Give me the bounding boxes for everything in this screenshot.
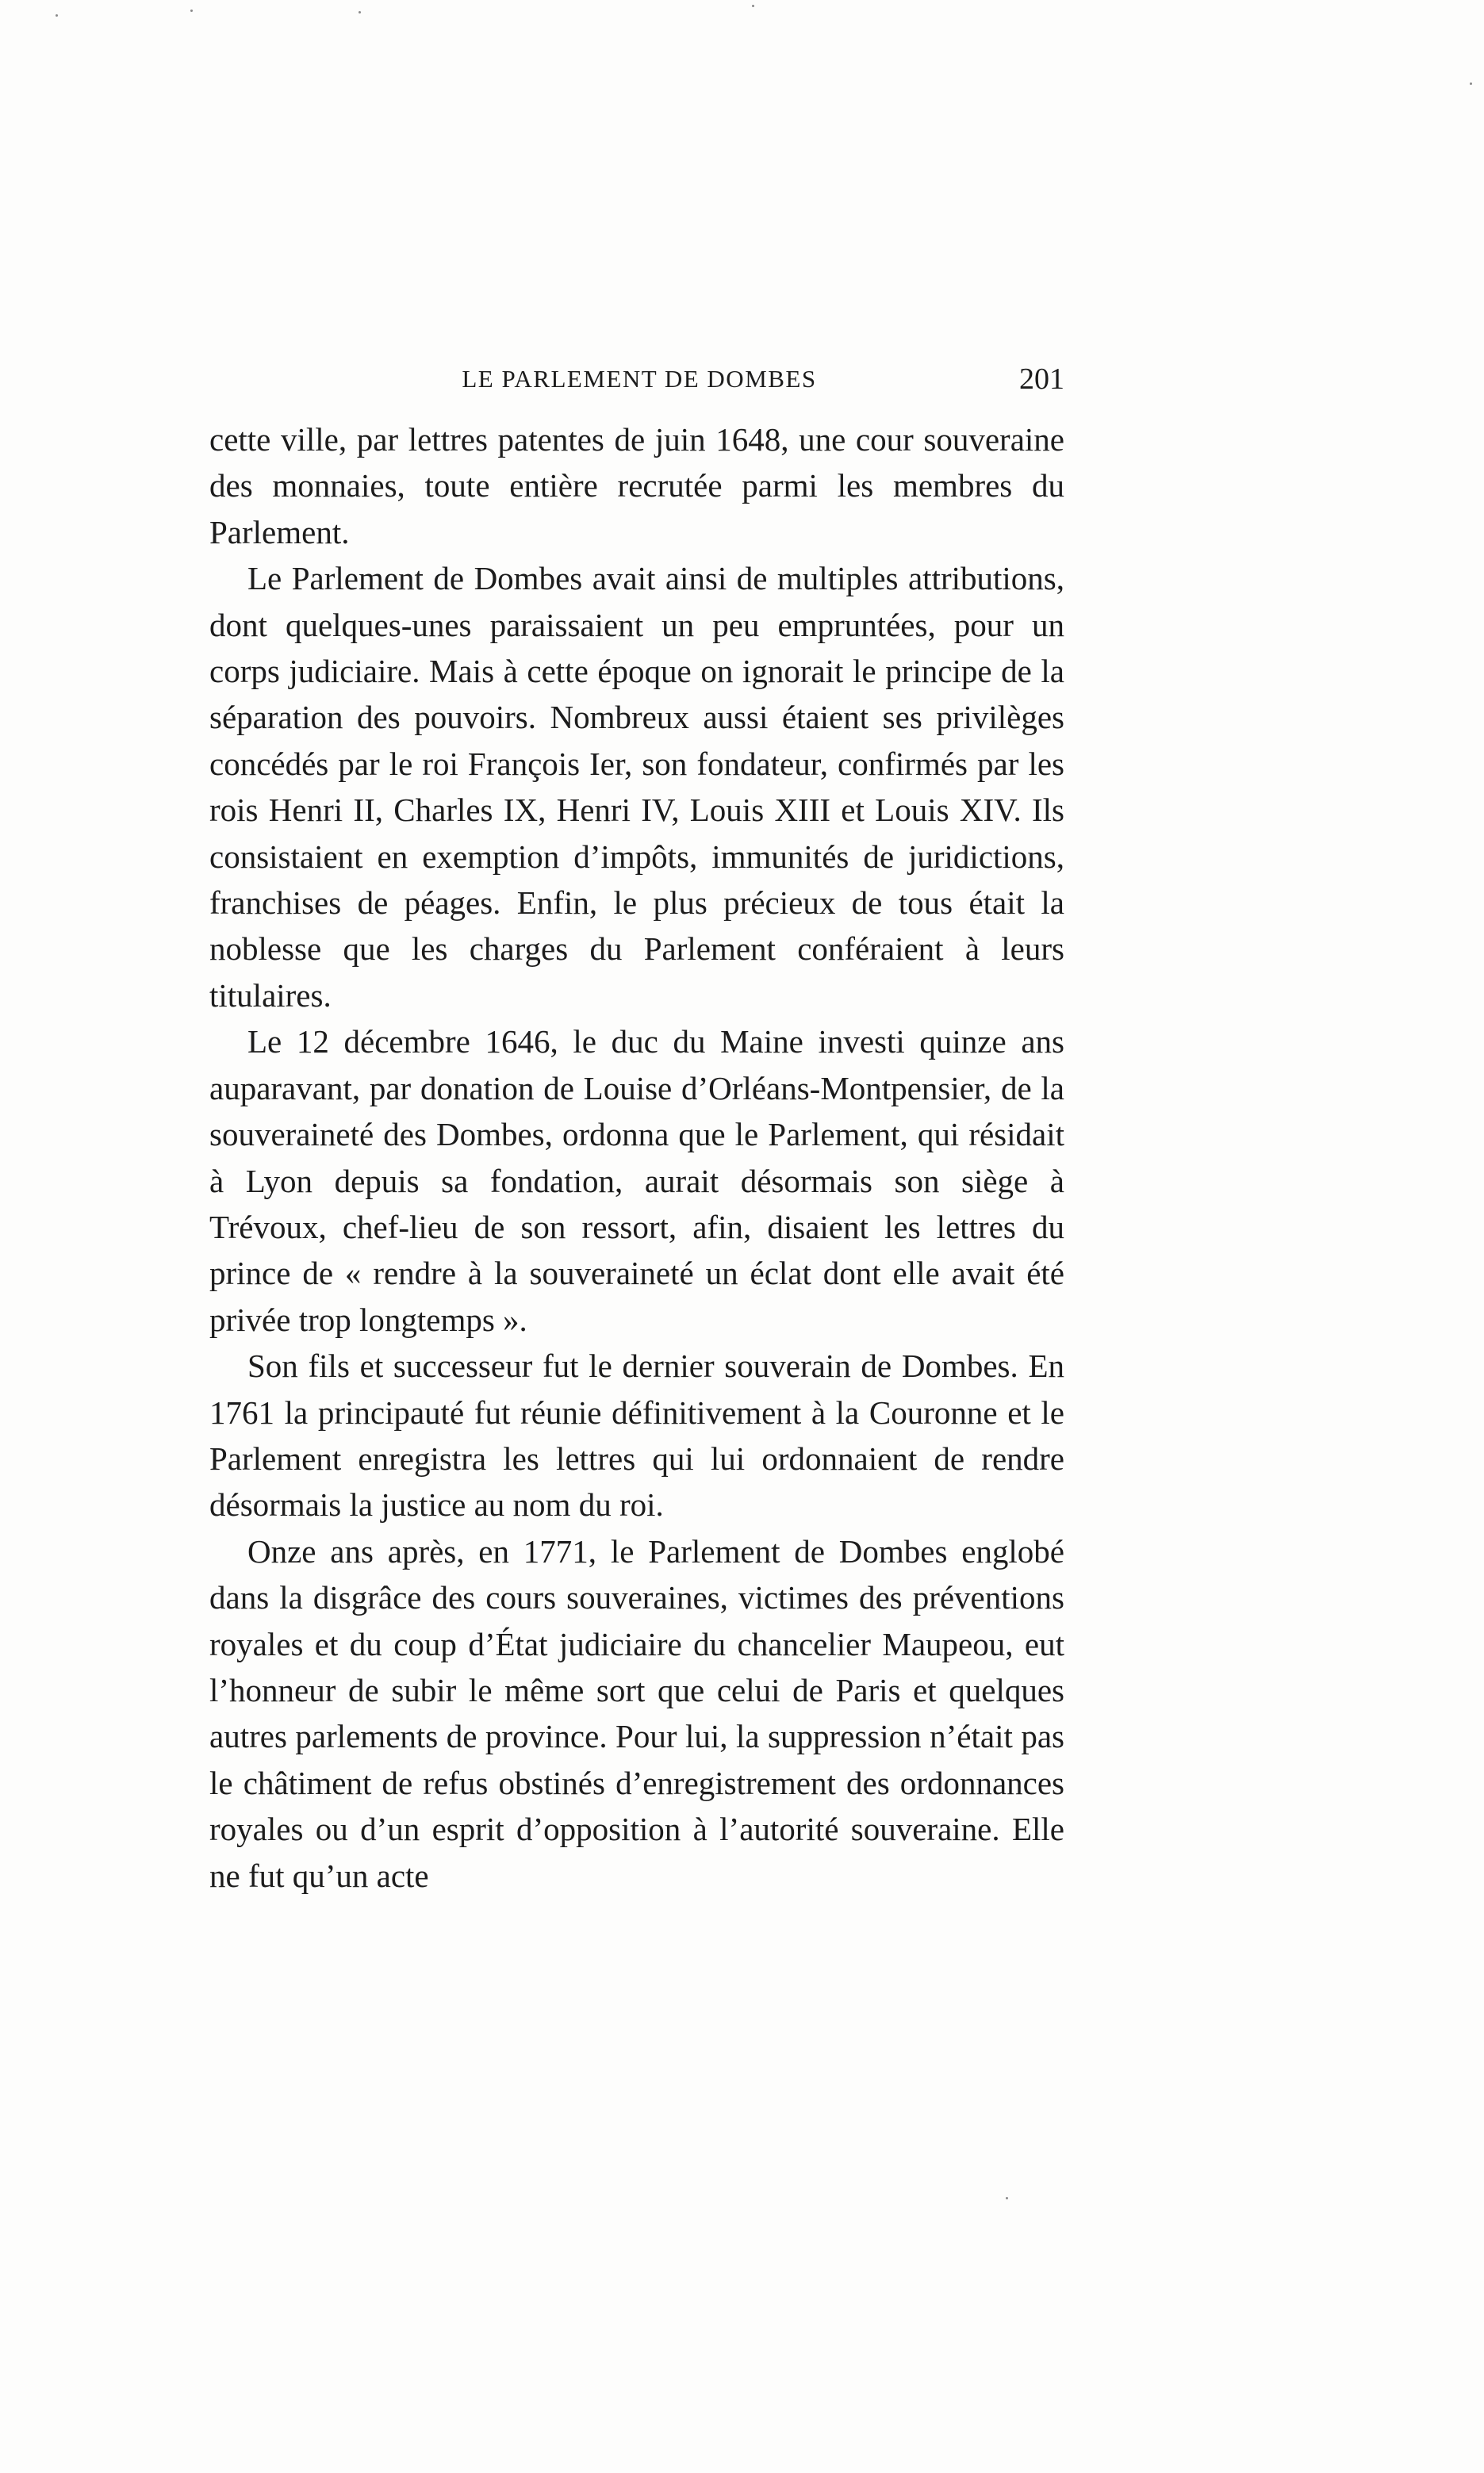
running-title: LE PARLEMENT DE DOMBES: [462, 365, 817, 393]
page-header: [209, 355, 1064, 403]
scan-speck: [359, 11, 361, 13]
scan-speck: [1470, 82, 1472, 85]
page-number: 201: [1019, 362, 1064, 396]
scan-speck: [752, 5, 754, 7]
paragraph: cette ville, par lettres patentes de juin 1648, une cour souveraine des monnaies, toute entière recrutée parmi les membres du Parlement.: [209, 421, 1064, 550]
scan-speck: [1006, 2197, 1008, 2199]
paragraph: Onze ans après, en 1771, le Parlement de Dombes englobé dans la disgrâce des cours souveraines, victimes des préventions royales et du coup d’État judiciaire du chancelier Maupeou, eut l’honneur de subir le même sort que celui de Paris et quelques autres parlements de province. Pour lui, la suppression n’était pas le châtiment de refus obstinés d’enregistrement des ordonnances royales ou d’un esprit d’opposition à l’autorité souveraine. Elle ne fut qu’un acte: [209, 1532, 1064, 1894]
paragraph: Son fils et successeur fut le dernier souverain de Dombes. En 1761 la principauté fut réunie définitivement à la Couronne et le Parlement enregistra les lettres qui lui ordonnaient de rendre désormais la justice au nom du roi.: [209, 1348, 1064, 1524]
body-text: [209, 416, 1064, 1899]
paragraph: Le 12 décembre 1646, le duc du Maine investi quinze ans auparavant, par donation de Louise d’Orléans-Montpensier, de la souveraineté des Dombes, ordonna que le Parlement, qui résidait à Lyon depuis sa fondation, aurait désormais son siège à Trévoux, chef-lieu de son ressort, afin, disaient les lettres du prince de « rendre à la souveraineté un éclat dont elle avait été privée trop longtemps ».: [209, 1023, 1064, 1338]
paragraph: Le Parlement de Dombes avait ainsi de multiples attributions, dont quelques-unes paraissaient un peu empruntées, pour un corps judiciaire. Mais à cette époque on ignorait le principe de la séparation des pouvoirs. Nombreux aussi étaient ses privilèges concédés par le roi François Ier, son fondateur, confirmés par les rois Henri II, Charles IX, Henri IV, Louis XIII et Louis XIV. Ils consistaient en exemption d’impôts, immunités de juridictions, franchises de péages. Enfin, le plus précieux de tous était la noblesse que les charges du Parlement conféraient à leurs titulaires.: [209, 560, 1064, 1014]
scan-speck: [56, 14, 58, 17]
scan-speck: [190, 10, 193, 12]
